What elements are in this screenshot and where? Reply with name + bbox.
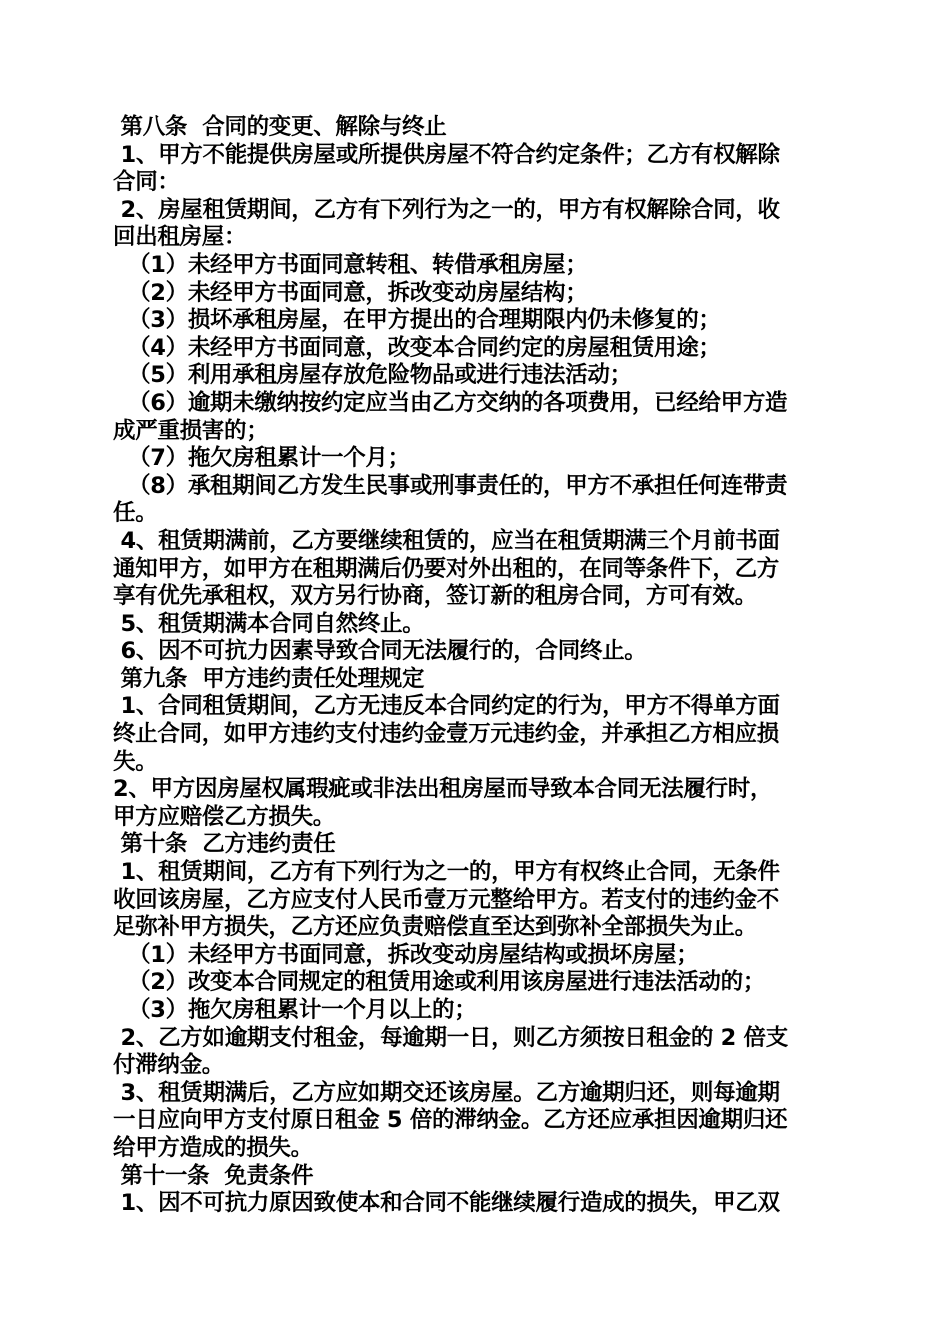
text-line: 合同：	[113, 169, 180, 196]
text-line: 2、甲方因房屋权属瑕疵或非法出租房屋而导致本合同无法履行时，	[113, 776, 773, 803]
text-line: 任。	[113, 500, 158, 527]
text-line: 2、乙方如逾期支付租金，每逾期一日，则乙方须按日租金的 2 倍支	[113, 1024, 788, 1051]
text-line: 收回该房屋，乙方应支付人民币壹万元整给甲方。若支付的违约金不	[113, 886, 780, 913]
text-line: 3、租赁期满后，乙方应如期交还该房屋。乙方逾期归还，则每逾期	[113, 1079, 780, 1106]
text-line: 1、因不可抗力原因致使本和合同不能继续履行造成的损失，甲乙双	[113, 1190, 780, 1217]
section-heading: 第九条 甲方违约责任处理规定	[113, 665, 425, 692]
text-line: 2、房屋租赁期间，乙方有下列行为之一的，甲方有权解除合同，收	[113, 196, 780, 223]
text-line: 通知甲方，如甲方在租期满后仍要对外出租的，在同等条件下，乙方	[113, 555, 780, 582]
list-item: （6）逾期未缴纳按约定应当由乙方交纳的各项费用，已经给甲方造	[113, 389, 788, 416]
section-heading: 第十条 乙方违约责任	[113, 831, 336, 858]
list-item: （2）改变本合同规定的租赁用途或利用该房屋进行违法活动的；	[113, 969, 766, 996]
list-item: （4）未经甲方书面同意，改变本合同约定的房屋租赁用途；	[113, 334, 721, 361]
text-line: 成严重损害的；	[113, 417, 269, 444]
contract-text	[113, 114, 838, 1218]
list-item: （3）损坏承租房屋，在甲方提出的合理期限内仍未修复的；	[113, 307, 721, 334]
text-line: 一日应向甲方支付原日租金 5 倍的滞纳金。乙方还应承担因逾期归还	[113, 1107, 788, 1134]
section-heading: 第八条 合同的变更、解除与终止	[113, 114, 447, 140]
text-line: 回出租房屋：	[113, 224, 247, 251]
text-line: 享有优先承租权，双方另行协商，签订新的租房合同，方可有效。	[113, 583, 757, 610]
list-item: （2）未经甲方书面同意，拆改变动房屋结构；	[113, 279, 588, 306]
text-line: 1、合同租赁期间，乙方无违反本合同约定的行为，甲方不得单方面	[113, 693, 780, 720]
text-line: 5、租赁期满本合同自然终止。	[113, 610, 425, 637]
text-line: 失。	[113, 748, 158, 775]
text-line: 终止合同，如甲方违约支付违约金壹万元违约金，并承担乙方相应损	[113, 721, 780, 748]
list-item: （7）拖欠房租累计一个月；	[113, 445, 410, 472]
text-line: 足弥补甲方损失，乙方还应负责赔偿直至达到弥补全部损失为止。	[113, 914, 757, 941]
text-line: 6、因不可抗力因素导致合同无法履行的，合同终止。	[113, 638, 647, 665]
text-line: 付滞纳金。	[113, 1052, 225, 1079]
list-item: （1）未经甲方书面同意，拆改变动房屋结构或损坏房屋；	[113, 941, 699, 968]
text-line: 甲方应赔偿乙方损失。	[113, 803, 336, 830]
list-item: （5）利用承租房屋存放危险物品或进行违法活动；	[113, 362, 632, 389]
text-line: 1、租赁期间，乙方有下列行为之一的，甲方有权终止合同，无条件	[113, 859, 780, 886]
text-line: 给甲方造成的损失。	[113, 1134, 313, 1161]
text-line: 1、甲方不能提供房屋或所提供房屋不符合约定条件；乙方有权解除	[113, 141, 780, 168]
text-line: 4、租赁期满前，乙方要继续租赁的，应当在租赁期满三个月前书面	[113, 527, 780, 554]
list-item: （1）未经甲方书面同意转租、转借承租房屋；	[113, 251, 588, 278]
section-heading: 第十一条 免责条件	[113, 1162, 314, 1189]
list-item: （8）承租期间乙方发生民事或刑事责任的，甲方不承担任何连带责	[113, 472, 788, 499]
list-item: （3）拖欠房租累计一个月以上的；	[113, 997, 477, 1023]
